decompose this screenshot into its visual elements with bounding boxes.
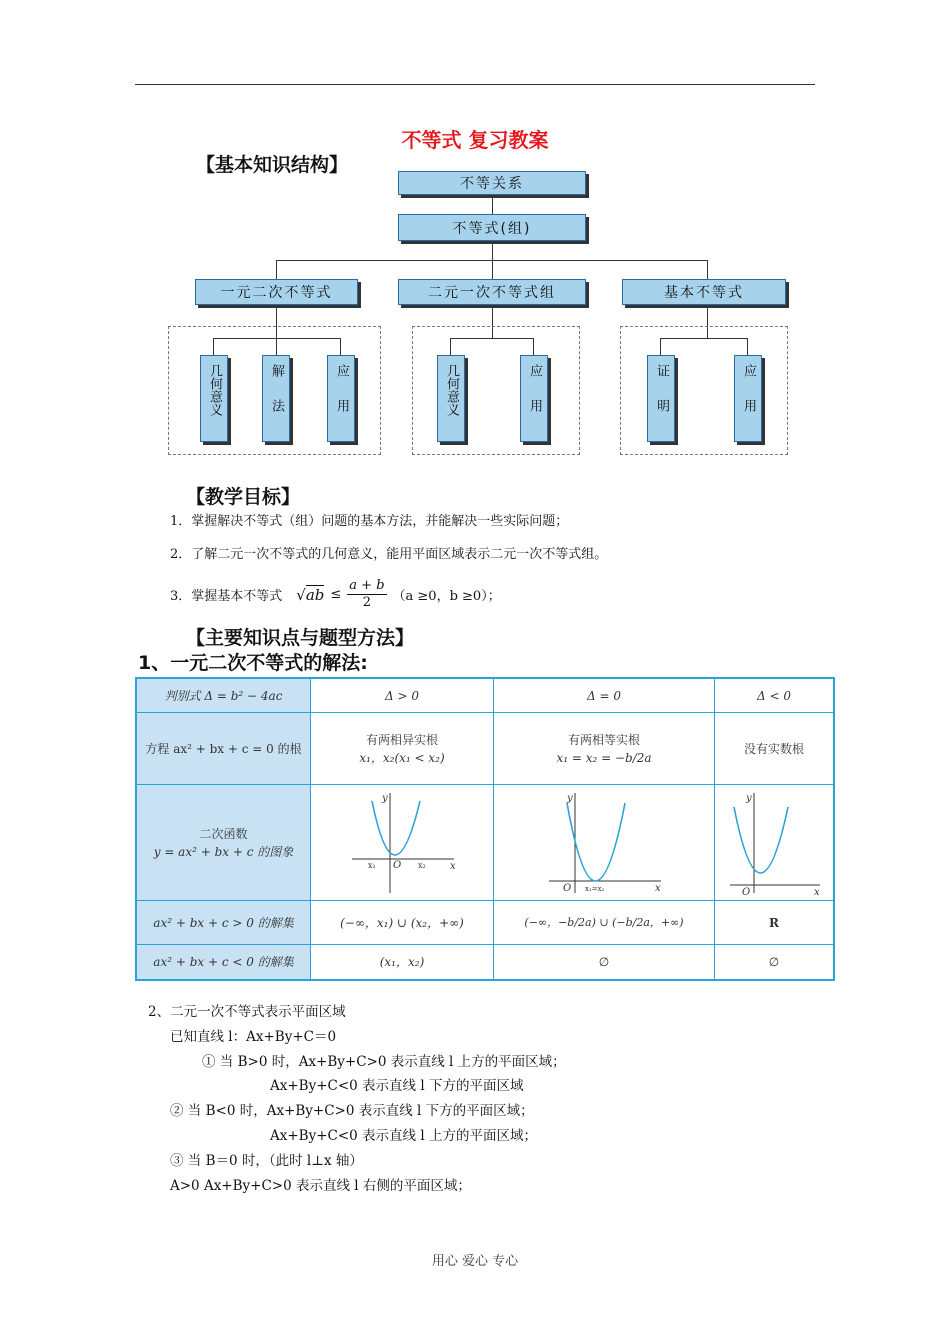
connector	[660, 338, 748, 339]
table-cell: (−∞，x₁) ∪ (x₂，+∞)	[311, 901, 494, 945]
graph-cell-no-root	[715, 785, 833, 901]
table-cell: (−∞，−b/2a) ∪ (−b/2a，+∞)	[494, 901, 715, 945]
tree-level1: 不等式(组)	[398, 214, 586, 241]
connector	[276, 260, 708, 261]
svg-text:x₁=x₂: x₁=x₂	[585, 884, 605, 893]
tree-branch-3: 基本不等式	[622, 279, 786, 305]
section-goals: 【教学目标】	[186, 486, 301, 508]
svg-text:y: y	[567, 792, 573, 804]
quadratic-table	[135, 677, 835, 981]
table-row-label: 二次函数 y = ax² + bx + c 的图象	[137, 785, 311, 901]
table-header-cell: Δ > 0	[311, 679, 494, 713]
goal-3	[170, 578, 501, 611]
goal-3-prefix: 3．掌握基本不等式	[170, 589, 283, 604]
table-row-label: 方程 ax² + bx + c = 0 的根	[137, 713, 311, 785]
table-cell: 没有实数根	[715, 713, 833, 785]
table-row-label: ax² + bx + c > 0 的解集	[137, 901, 311, 945]
tree-root: 不等关系	[398, 171, 586, 195]
svg-text:y: y	[382, 792, 388, 804]
parabola-double-root	[539, 789, 669, 897]
section2-line: ① 当 B>0 时，Ax+By+C>0 表示直线 l 上方的平面区域；	[202, 1054, 566, 1070]
leaf-application: 应用	[734, 355, 762, 442]
table-cell: R	[715, 901, 833, 945]
connector	[492, 195, 493, 214]
table-header-cell: Δ < 0	[715, 679, 833, 713]
fraction: $\frac{a + b}{2}$	[349, 578, 385, 610]
svg-text:y: y	[746, 792, 752, 804]
table-header-cell: Δ = 0	[494, 679, 715, 713]
section-points: 【主要知识点与题型方法】	[186, 627, 415, 649]
svg-text:O: O	[393, 859, 402, 871]
svg-text:O: O	[563, 882, 572, 894]
section2-line: A>0 Ax+By+C>0 表示直线 l 右侧的平面区域；	[170, 1178, 471, 1194]
graph-cell-two-roots	[311, 785, 494, 901]
connector	[747, 338, 748, 355]
connector	[450, 338, 451, 355]
leaf-solution-method: 解法	[262, 355, 290, 442]
svg-text:x: x	[655, 882, 661, 894]
goal-3-condition: （a ≥0，b ≥0）；	[392, 589, 501, 604]
section2-line: ③ 当 B＝0 时，（此时 l⊥x 轴）	[170, 1153, 363, 1169]
table-cell: 有两相异实根 x₁，x₂(x₁ < x₂)	[311, 713, 494, 785]
table-row-label: ax² + bx + c < 0 的解集	[137, 945, 311, 979]
svg-text:x: x	[814, 886, 820, 897]
connector	[450, 338, 534, 339]
connector	[213, 338, 214, 355]
connector	[213, 338, 341, 339]
header-rule	[135, 84, 815, 85]
tree-branch-1: 一元二次不等式	[195, 279, 358, 305]
connector	[707, 260, 708, 279]
section2-heading: 2、二元一次不等式表示平面区域	[148, 1004, 346, 1020]
heading-quadratic: 1、一元二次不等式的解法:	[138, 652, 368, 674]
sqrt-expression: √ab	[296, 585, 325, 604]
connector	[276, 260, 277, 279]
svg-text:O: O	[742, 886, 751, 897]
page-title: 不等式 复习教案	[401, 128, 549, 152]
section2-line: Ax+By+C<0 表示直线 l 下方的平面区域	[270, 1078, 524, 1094]
table-header-cell: 判别式 Δ = b² − 4ac	[137, 679, 311, 713]
tree-branch-2: 二元一次不等式组	[398, 279, 586, 305]
section2-line: ② 当 B<0 时，Ax+By+C>0 表示直线 l 下方的平面区域；	[170, 1103, 534, 1119]
le-sign: ≤	[330, 587, 342, 602]
graph-cell-double-root	[494, 785, 715, 901]
goal-1: 1．掌握解决不等式（组）问题的基本方法，并能解决一些实际问题；	[170, 514, 569, 529]
leaf-proof: 证明	[647, 355, 675, 442]
table-cell: ∅	[494, 945, 715, 979]
table-cell: (x₁，x₂)	[311, 945, 494, 979]
leaf-application: 应用	[327, 355, 355, 442]
parabola-no-root	[724, 789, 824, 897]
connector	[340, 338, 341, 355]
connector	[533, 338, 534, 355]
section2-line: Ax+By+C<0 表示直线 l 上方的平面区域；	[270, 1128, 537, 1144]
leaf-geometric-meaning: 几何意义	[200, 355, 228, 442]
connector	[660, 338, 661, 355]
leaf-group-3	[620, 326, 788, 455]
leaf-application: 应用	[520, 355, 548, 442]
svg-text:x₁: x₁	[368, 860, 376, 870]
goal-2: 2．了解二元一次不等式的几何意义，能用平面区域表示二元一次不等式组。	[170, 547, 608, 562]
svg-text:x₂: x₂	[418, 860, 426, 870]
table-cell: 有两相等实根 x₁ = x₂ = −b/2a	[494, 713, 715, 785]
table-cell: ∅	[768, 955, 780, 969]
parabola-two-roots	[342, 789, 462, 897]
svg-text:x: x	[450, 860, 456, 872]
section-structure: 【基本知识结构】	[196, 154, 349, 176]
page-footer: 用心 爱心 专心	[431, 1254, 519, 1269]
leaf-geometric-meaning: 几何意义	[437, 355, 465, 442]
section2-line: 已知直线 l：Ax+By+C＝0	[170, 1029, 337, 1045]
